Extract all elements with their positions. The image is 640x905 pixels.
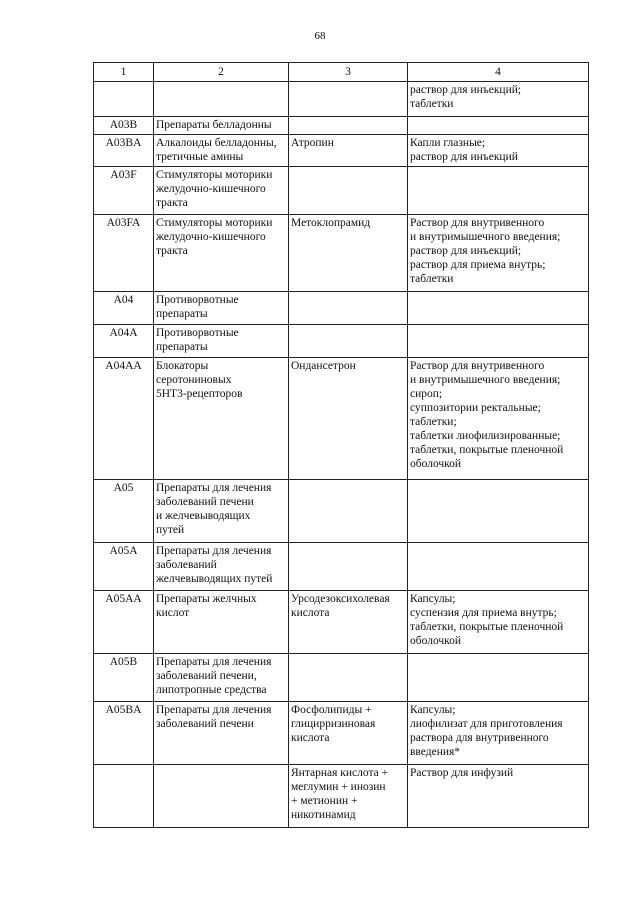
group-cell: Препараты для лечения заболеваний печени <box>154 702 289 765</box>
group-cell: Стимуляторы моторики желудочно-кишечного тракта <box>154 167 289 215</box>
group-cell: Препараты для лечения заболеваний желчевыводящих путей <box>154 543 289 591</box>
group-cell: Противорвотные препараты <box>154 325 289 358</box>
drug-cell: Атропин <box>289 135 408 167</box>
group-cell: Алкалоиды белладонны, третичные амины <box>154 135 289 167</box>
forms-cell <box>408 654 589 702</box>
code-cell: A04A <box>94 325 154 358</box>
code-cell: A05BA <box>94 702 154 765</box>
group-cell: Стимуляторы моторики желудочно-кишечного тракта <box>154 215 289 292</box>
forms-cell <box>408 325 589 358</box>
header-cell: 3 <box>289 63 408 82</box>
code-cell: A04 <box>94 292 154 325</box>
code-cell <box>94 765 154 828</box>
table-row <box>94 117 589 135</box>
table-row <box>94 591 589 654</box>
group-cell: Препараты желчных кислот <box>154 591 289 654</box>
drug-cell <box>289 82 408 117</box>
group-cell: Препараты для лечения заболеваний печени, липотропные средства <box>154 654 289 702</box>
header-cell: 1 <box>94 63 154 82</box>
header-cell: 4 <box>408 63 589 82</box>
forms-cell <box>408 543 589 591</box>
table-row <box>94 167 589 215</box>
code-cell: A04AA <box>94 358 154 480</box>
drug-cell: Янтарная кислота + меглумин + инозин + метионин + никотинамид <box>289 765 408 828</box>
group-cell: Блокаторы серотониновых 5HT3-рецепторов <box>154 358 289 480</box>
drug-cell: Метоклопрамид <box>289 215 408 292</box>
table-row <box>94 82 589 117</box>
code-cell: A05 <box>94 480 154 543</box>
drug-cell <box>289 543 408 591</box>
forms-cell <box>408 117 589 135</box>
drug-cell <box>289 167 408 215</box>
drug-table <box>93 62 589 828</box>
code-cell: A03FA <box>94 215 154 292</box>
code-cell: A05AA <box>94 591 154 654</box>
table-row <box>94 654 589 702</box>
table-row <box>94 765 589 828</box>
header-row <box>94 63 589 82</box>
group-cell <box>154 82 289 117</box>
table-row <box>94 358 589 480</box>
table-row <box>94 292 589 325</box>
forms-cell: раствор для инъекций; таблетки <box>408 82 589 117</box>
code-cell: A05A <box>94 543 154 591</box>
drug-cell: Урсодезоксихолевая кислота <box>289 591 408 654</box>
drug-cell <box>289 325 408 358</box>
drug-cell <box>289 292 408 325</box>
code-cell <box>94 82 154 117</box>
table-row <box>94 325 589 358</box>
code-cell: A03B <box>94 117 154 135</box>
table-row <box>94 215 589 292</box>
group-cell: Препараты для лечения заболеваний печени и желчевыводящих путей <box>154 480 289 543</box>
forms-cell: Раствор для внутривенного и внутримышечного введения; раствор для инъекций; раствор для приема внутрь; таблетки <box>408 215 589 292</box>
drug-cell: Ондансетрон <box>289 358 408 480</box>
forms-cell <box>408 292 589 325</box>
forms-cell: Раствор для внутривенного и внутримышечного введения; сироп; суппозитории ректальные; таблетки; таблетки лиофилизированные; таблетки, покрытые пленочной оболочкой <box>408 358 589 480</box>
header-cell: 2 <box>154 63 289 82</box>
code-cell: A03BA <box>94 135 154 167</box>
page-number: 68 <box>314 30 326 42</box>
code-cell: A05B <box>94 654 154 702</box>
drug-cell <box>289 117 408 135</box>
forms-cell <box>408 167 589 215</box>
table-row <box>94 135 589 167</box>
group-cell: Противорвотные препараты <box>154 292 289 325</box>
drug-cell <box>289 480 408 543</box>
forms-cell: Капли глазные; раствор для инъекций <box>408 135 589 167</box>
code-cell: A03F <box>94 167 154 215</box>
table-row <box>94 702 589 765</box>
forms-cell: Капсулы; суспензия для приема внутрь; таблетки, покрытые пленочной оболочкой <box>408 591 589 654</box>
forms-cell <box>408 480 589 543</box>
drug-cell <box>289 654 408 702</box>
forms-cell: Раствор для инфузий <box>408 765 589 828</box>
table-row <box>94 480 589 543</box>
table-row <box>94 543 589 591</box>
drug-cell: Фосфолипиды + глицирризиновая кислота <box>289 702 408 765</box>
forms-cell: Капсулы; лиофилизат для приготовления раствора для внутривенного введения* <box>408 702 589 765</box>
group-cell: Препараты белладонны <box>154 117 289 135</box>
group-cell <box>154 765 289 828</box>
